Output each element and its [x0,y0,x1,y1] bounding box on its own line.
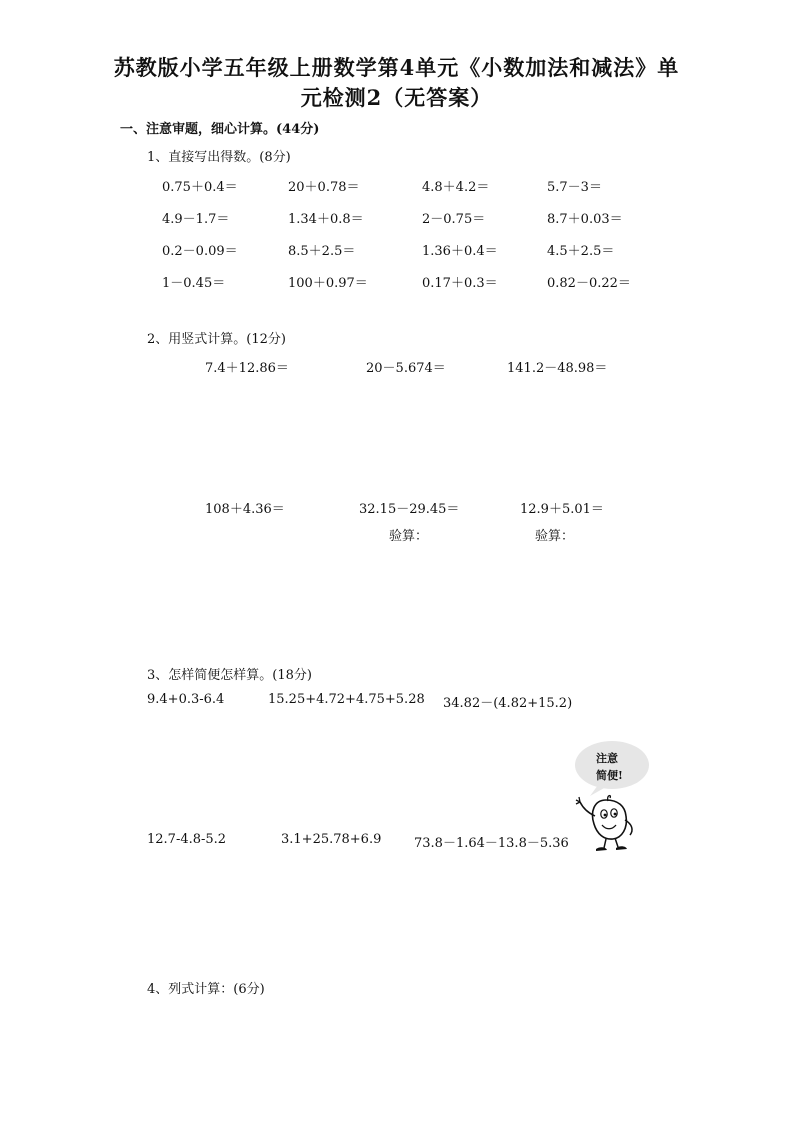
question-4-label: 4、列式计算：(6分) [147,982,265,997]
vertical-problem: 108＋4.36＝ [205,502,285,517]
bubble-text-line-1: 注意 [596,752,618,765]
oral-problem: 1.34＋0.8＝ [288,212,364,227]
simplify-problem: 9.4+0.3-6.4 [147,692,225,707]
oral-problem: 0.17＋0.3＝ [422,276,498,291]
check-label: 验算： [535,529,575,544]
oral-problem: 4.8＋4.2＝ [422,180,490,195]
title-line-2: 元检测2（无答案） [300,85,493,110]
simplify-problem: 73.8－1.64－13.8－5.36 [414,836,569,851]
simplify-problem: 12.7-4.8-5.2 [147,832,227,847]
oral-problem: 0.75＋0.4＝ [162,180,238,195]
oral-problem: 0.82－0.22＝ [547,276,631,291]
simplify-problem: 3.1+25.78+6.9 [281,832,382,847]
mascot-illustration [568,740,658,855]
vertical-problem: 32.15－29.45＝ [359,502,460,517]
vertical-problem: 141.2－48.98＝ [507,361,608,376]
oral-problem: 5.7－3＝ [547,180,602,195]
vertical-problem: 20－5.674＝ [366,361,446,376]
oral-problem: 4.9－1.7＝ [162,212,230,227]
bubble-text-line-2: 简便! [596,769,623,782]
question-3-label: 3、怎样简便怎样算。(18分) [147,668,312,683]
oral-problem: 0.2－0.09＝ [162,244,238,259]
simplify-problem: 15.25+4.72+4.75+5.28 [268,692,425,707]
oral-problem: 1.36＋0.4＝ [422,244,498,259]
oral-problem: 100＋0.97＝ [288,276,368,291]
title-line-1: 苏教版小学五年级上册数学第4单元《小数加法和减法》单 [113,55,680,80]
question-1-label: 1、直接写出得数。(8分) [147,150,291,165]
vertical-problem: 12.9＋5.01＝ [520,502,604,517]
oral-problem: 2－0.75＝ [422,212,486,227]
oral-problem: 20＋0.78＝ [288,180,360,195]
oral-problem: 8.5＋2.5＝ [288,244,356,259]
question-2-label: 2、用竖式计算。(12分) [147,332,286,347]
check-label: 验算： [389,529,429,544]
oral-problem: 1－0.45＝ [162,276,226,291]
vertical-problem: 7.4＋12.86＝ [205,361,289,376]
oral-problem: 4.5＋2.5＝ [547,244,615,259]
section-1-heading: 一、注意审题，细心计算。(44分) [120,122,320,137]
oral-problem: 8.7＋0.03＝ [547,212,623,227]
simplify-problem: 34.82－(4.82+15.2) [443,696,573,711]
